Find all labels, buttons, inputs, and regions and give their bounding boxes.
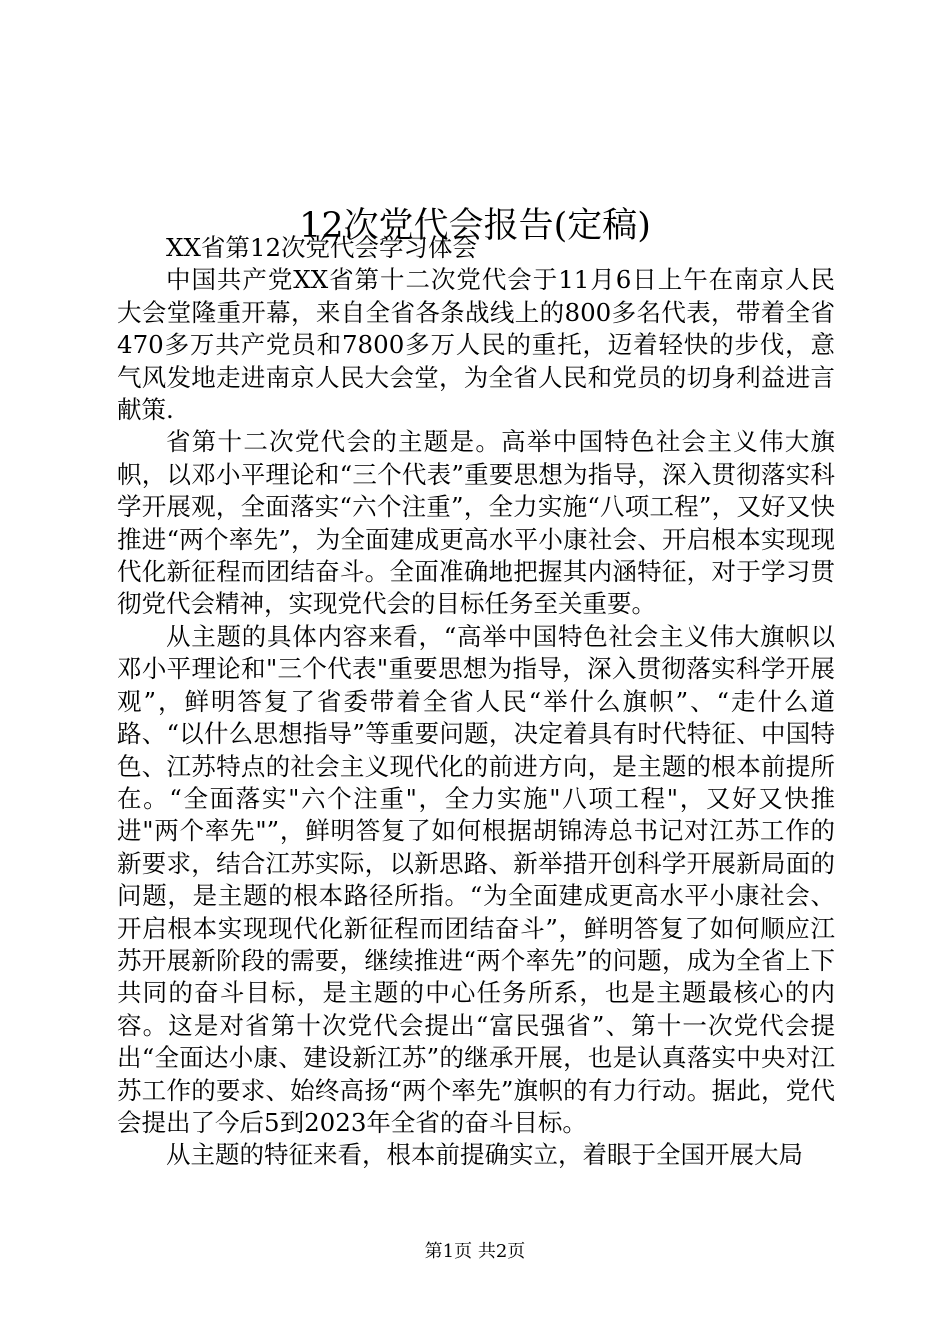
document-subtitle: XX省第12次党代会学习体会 <box>166 233 478 262</box>
paragraph-1: 中国共产党XX省第十二次党代会于11月6日上午在南京人民大会堂隆重开幕，来自全省各条战线上的800多名代表，带着全省470多万共产党员和7800多万人民的重托，迈着轻快的步伐，意气风发地走进南京人民大会堂，为全省人民和党员的切身利益进言献策. <box>117 265 835 425</box>
page-footer: 第1页 共2页 <box>424 1241 526 1262</box>
document-body <box>117 232 835 1172</box>
paragraph-3: 从主题的具体内容来看，“高举中国特色社会主义伟大旗帜以邓小平理论和"三个代表"重要思想为指导，深入贯彻落实科学开展观”，鲜明答复了省委带着全省人民“举什么旗帜”、“走什么道路、“以什么思想指导”等重要问题，决定着具有时代特征、中国特色、江苏特点的社会主义现代化的前进方向，是主题的根本前提所在。“全面落实"六个注重"，全力实施"八项工程"，又好又快推进"两个率先"”，鲜明答复了如何根据胡锦涛总书记对江苏工作的新要求，结合江苏实际，以新思路、新举措开创科学开展新局面的问题，是主题的根本路径所指。“为全面建成更高水平小康社会、开启根本实现现代化新征程而团结奋斗”，鲜明答复了如何顺应江苏开展新阶段的需要，继续推进“两个率先”的问题，成为全省上下共同的奋斗目标，是主题的中心任务所系，也是主题最核心的内容。这是对省第十次党代会提出“富民强省”、第十一次党代会提出“全面达小康、建设新江苏”的继承开展，也是认真落实中央对江苏工作的要求、始终高扬“两个率先”旗帜的有力行动。据此，党代会提出了今后5到2023年全省的奋斗目标。 <box>117 621 835 1137</box>
paragraph-2: 省第十二次党代会的主题是。高举中国特色社会主义伟大旗帜，以邓小平理论和“三个代表”重要思想为指导，深入贯彻落实科学开展观，全面落实“六个注重”，全力实施“八项工程”，又好又快推进“两个率先”，为全面建成更高水平小康社会、开启根本实现现代化新征程而团结奋斗。全面准确地把握其内涵特征，对于学习贯彻党代会精神，实现党代会的目标任务至关重要。 <box>117 427 835 619</box>
document-title: 12次党代会报告(定稿) <box>299 206 651 247</box>
paragraph-4: 从主题的特征来看，根本前提确实立，着眼于全国开展大局 <box>166 1140 803 1170</box>
